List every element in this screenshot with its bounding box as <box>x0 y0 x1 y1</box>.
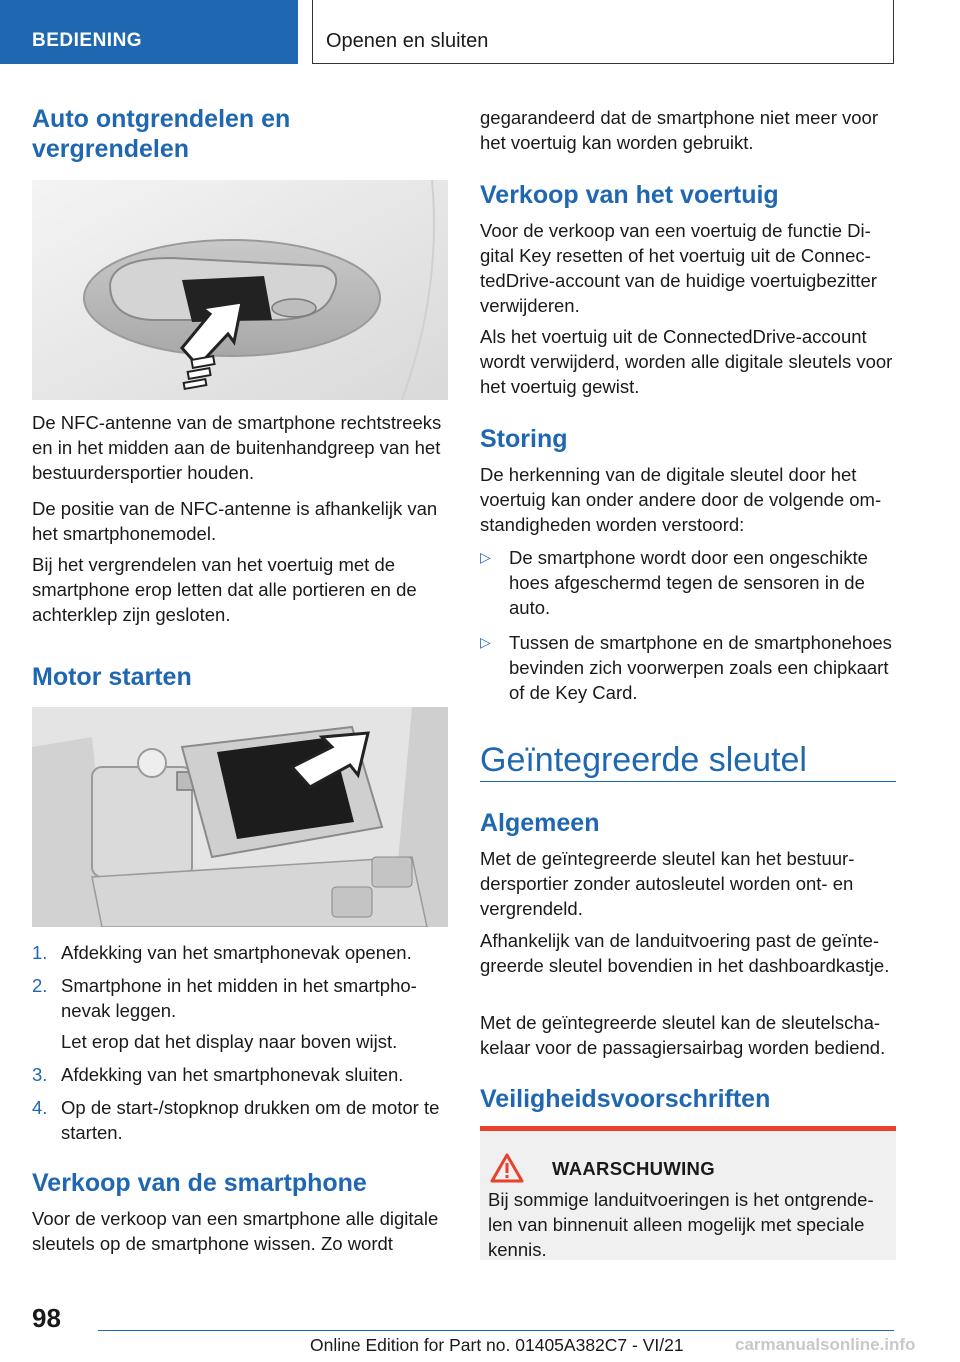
list-item: ▷ Tussen de smartphone en de smartphonehoes bevinden zich voorwerpen zoals een chipkaart of de Key Card. <box>480 632 892 703</box>
section-label: BEDIENING <box>32 30 143 51</box>
footer-rule <box>98 1330 894 1331</box>
chapter-header <box>312 0 894 64</box>
paragraph-general-3: Met de geïntegreerde sleutel kan de sleutelschakelaar voor de passagiersairbag worden bediend. <box>480 1012 886 1058</box>
paragraph-continued: gegarandeerd dat de smartphone niet meer voor het voertuig kan worden gebruikt. <box>480 107 879 153</box>
paragraph-unlock-3: Bij het vergrendelen van het voertuig met de smartphone erop letten dat alle portieren en de achterklep zijn gesloten. <box>32 554 417 625</box>
heading-start: Motor starten <box>32 663 192 691</box>
list-item: 4. Op de start-/stopknop drukken om de motor te starten. <box>32 1097 440 1143</box>
list-item: ▷ De smartphone wordt door een ongeschikte hoes afgeschermd tegen de sensoren in de auto. <box>480 547 868 618</box>
heading-unlock: Auto ontgrendelen en vergrendelen <box>32 105 291 163</box>
start-steps-list <box>32 940 448 1153</box>
list-item: 1. Afdekking van het smartphonevak openen. <box>32 942 412 963</box>
list-item: 2. Smartphone in het midden in het smartphonevak leggen. <box>32 975 417 1021</box>
heading-general: Algemeen <box>480 809 600 837</box>
heading-sell-vehicle: Verkoop van het voertuig <box>480 181 779 209</box>
paragraph-fault: De herkenning van de digitale sleutel door het voertuig kan onder andere door de volgende omstandigheden worden verstoord: <box>480 464 882 535</box>
warning-text: Bij sommige landuitvoeringen is het ontgrendelen van binnenuit alleen mogelijk met speciale kennis. <box>488 1189 874 1260</box>
door-handle-illustration <box>32 180 448 400</box>
fault-bullet-list <box>480 545 896 713</box>
paragraph-unlock-1: De NFC-antenne van de smartphone rechtstreeks en in het midden aan de buitenhandgreep van het bestuurdersportier houden. <box>32 412 442 483</box>
list-item: Let erop dat het display naar boven wijst. <box>61 1031 398 1052</box>
page-number: 98 <box>32 1303 61 1333</box>
door-handle-drawing <box>32 180 448 400</box>
warning-box <box>480 1126 896 1260</box>
triangle-right-icon: ▷ <box>480 634 491 650</box>
heading-underline <box>480 781 896 782</box>
warning-triangle-icon <box>490 1153 524 1183</box>
warning-title: WAARSCHUWING <box>552 1158 715 1179</box>
heading-sell-phone: Verkoop van de smartphone <box>32 1169 367 1197</box>
smartphone-tray-illustration <box>32 707 448 927</box>
edition-info: Online Edition for Part no. 01405A382C7 - VI/21 <box>310 1335 684 1355</box>
paragraph-unlock-2: De positie van de NFC-antenne is afhankelijk van het smartphonemodel. <box>32 498 438 544</box>
paragraph-sell-phone: Voor de verkoop van een smartphone alle digitale sleutels op de smartphone wissen. Zo wordt <box>32 1208 439 1254</box>
heading-fault: Storing <box>480 425 568 453</box>
paragraph-general-2: Afhankelijk van de landuitvoering past de geïntegreerde sleutel bovendien in het dashboardkastje. <box>480 930 890 976</box>
section-tab <box>0 0 298 64</box>
heading-integrated-key: Geïntegreerde sleutel <box>480 741 807 779</box>
chapter-label: Openen en sluiten <box>326 30 489 52</box>
paragraph-sell-vehicle-2: Als het voertuig uit de ConnectedDrive-account wordt verwijderd, worden alle digitale sleutels voor het voertuig gewist. <box>480 326 893 397</box>
list-item: 3. Afdekking van het smartphonevak sluiten. <box>32 1064 404 1085</box>
paragraph-general-1: Met de geïntegreerde sleutel kan het bestuurdersportier zonder autosleutel worden ont- en vergrendeld. <box>480 848 855 919</box>
watermark: carmanualsonline.info <box>735 1335 916 1354</box>
heading-safety: Veiligheidsvoorschriften <box>480 1085 771 1113</box>
smartphone-tray-drawing <box>32 707 448 927</box>
triangle-right-icon: ▷ <box>480 549 491 565</box>
paragraph-sell-vehicle-1: Voor de verkoop van een voertuig de functie Digital Key resetten of het voertuig uit de ConnectedDrive-account van de huidige voertuigbezitter verwijderen. <box>480 220 877 316</box>
